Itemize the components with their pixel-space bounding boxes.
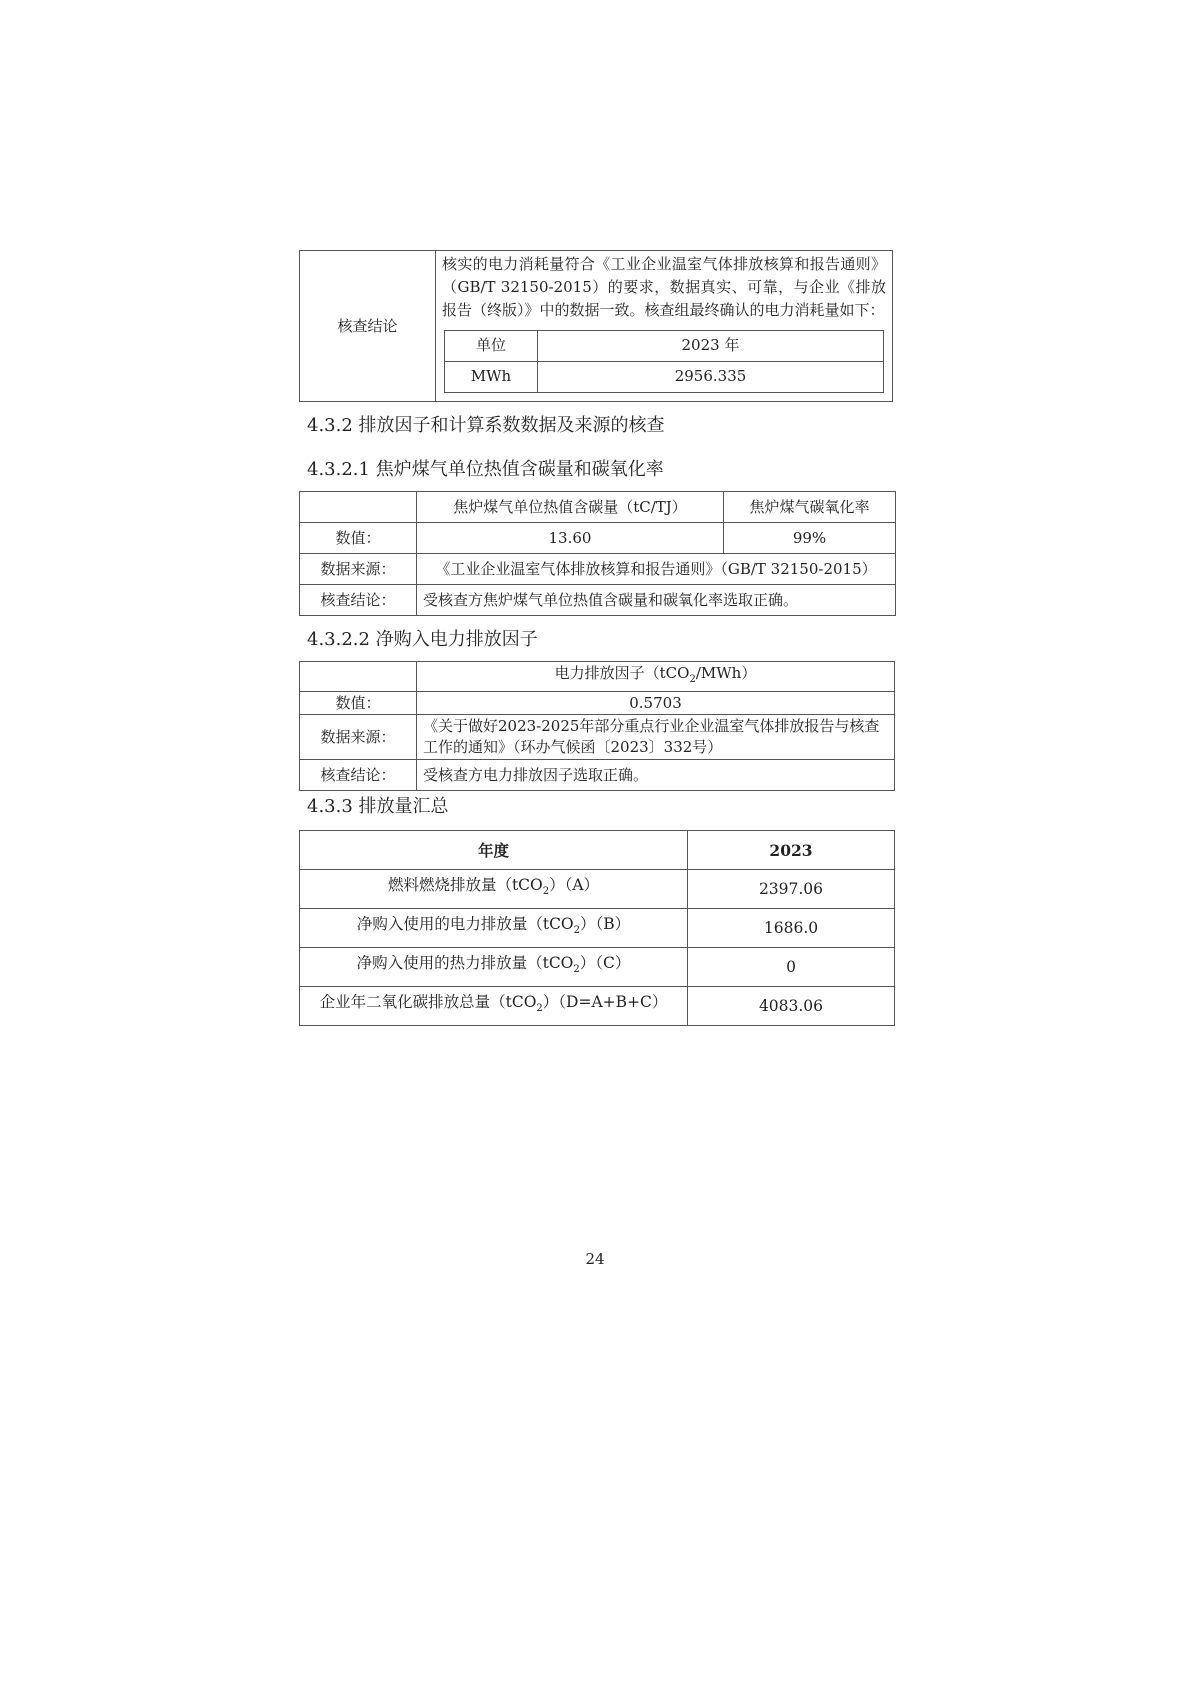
source-value: 《关于做好2023-2025年部分重点行业企业温室气体排放报告与核查工作的通知》（环办气候函〔2023〕332号）: [417, 715, 895, 760]
section-heading-4-3-3: 4.3.3 排放量汇总: [307, 796, 449, 817]
oxidation-rate-value: 99%: [724, 523, 896, 554]
table-row: 企业年二氧化碳排放总量（tCO$_2$）（D=A+B+C） 4083.06: [300, 987, 895, 1026]
verification-paragraph: 核实的电力消耗量符合《工业企业温室气体排放核算和报告通则》（GB/T 32150-2015）的要求，数据真实、可靠，与企业《排放报告（终版）》中的数据一致。核查组最终确认的电力消耗量如下：: [436, 251, 893, 330]
value-label: 数值：: [300, 523, 417, 554]
section-heading-4-3-2-1: 4.3.2.1 焦炉煤气单位热值含碳量和碳氧化率: [307, 459, 664, 480]
page-number: 24: [585, 1250, 605, 1268]
table-row: 燃料燃烧排放量（tCO$_2$）（A） 2397.06: [300, 870, 895, 909]
carbon-content-value: 13.60: [417, 523, 724, 554]
emission-value: 2397.06: [688, 870, 895, 909]
verification-conclusion-label: 核查结论: [300, 251, 436, 402]
electricity-factor-header: 电力排放因子（tCO$_2$/MWh）: [417, 662, 895, 692]
unit-header: 单位: [445, 330, 538, 361]
table-row: 净购入使用的热力排放量（tCO$_2$）（C） 0: [300, 948, 895, 987]
source-value: 《工业企业温室气体排放核算和报告通则》（GB/T 32150-2015）: [417, 554, 896, 585]
conclusion-value: 受核查方电力排放因子选取正确。: [417, 760, 895, 791]
year-label: 年度: [300, 831, 688, 870]
value-label: 数值：: [300, 692, 417, 715]
source-label: 数据来源：: [300, 715, 417, 760]
electricity-consumption-table: [444, 330, 884, 393]
emission-value: 0: [688, 948, 895, 987]
emission-summary-table: [299, 830, 895, 1026]
coke-gas-table: [299, 491, 896, 616]
electricity-factor-table: [299, 661, 895, 791]
oxidation-rate-header: 焦炉煤气碳氧化率: [724, 492, 896, 523]
carbon-content-header: 焦炉煤气单位热值含碳量（tC/TJ）: [417, 492, 724, 523]
conclusion-value: 受核查方焦炉煤气单位热值含碳量和碳氧化率选取正确。: [417, 585, 896, 616]
electricity-factor-value: 0.5703: [417, 692, 895, 715]
conclusion-label: 核查结论：: [300, 585, 417, 616]
table-row: 净购入使用的电力排放量（tCO$_2$）（B） 1686.0: [300, 909, 895, 948]
source-label: 数据来源：: [300, 554, 417, 585]
section-heading-4-3-2-2: 4.3.2.2 净购入电力排放因子: [307, 629, 538, 650]
conclusion-label: 核查结论：: [300, 760, 417, 791]
electricity-verification-table: [299, 250, 893, 402]
section-heading-4-3-2: 4.3.2 排放因子和计算系数数据及来源的核查: [307, 415, 665, 436]
emission-value: 1686.0: [688, 909, 895, 948]
unit-value: MWh: [445, 361, 538, 392]
year-header: 2023 年: [538, 330, 884, 361]
emission-value: 4083.06: [688, 987, 895, 1026]
year-value: 2023: [688, 831, 895, 870]
consumption-value: 2956.335: [538, 361, 884, 392]
